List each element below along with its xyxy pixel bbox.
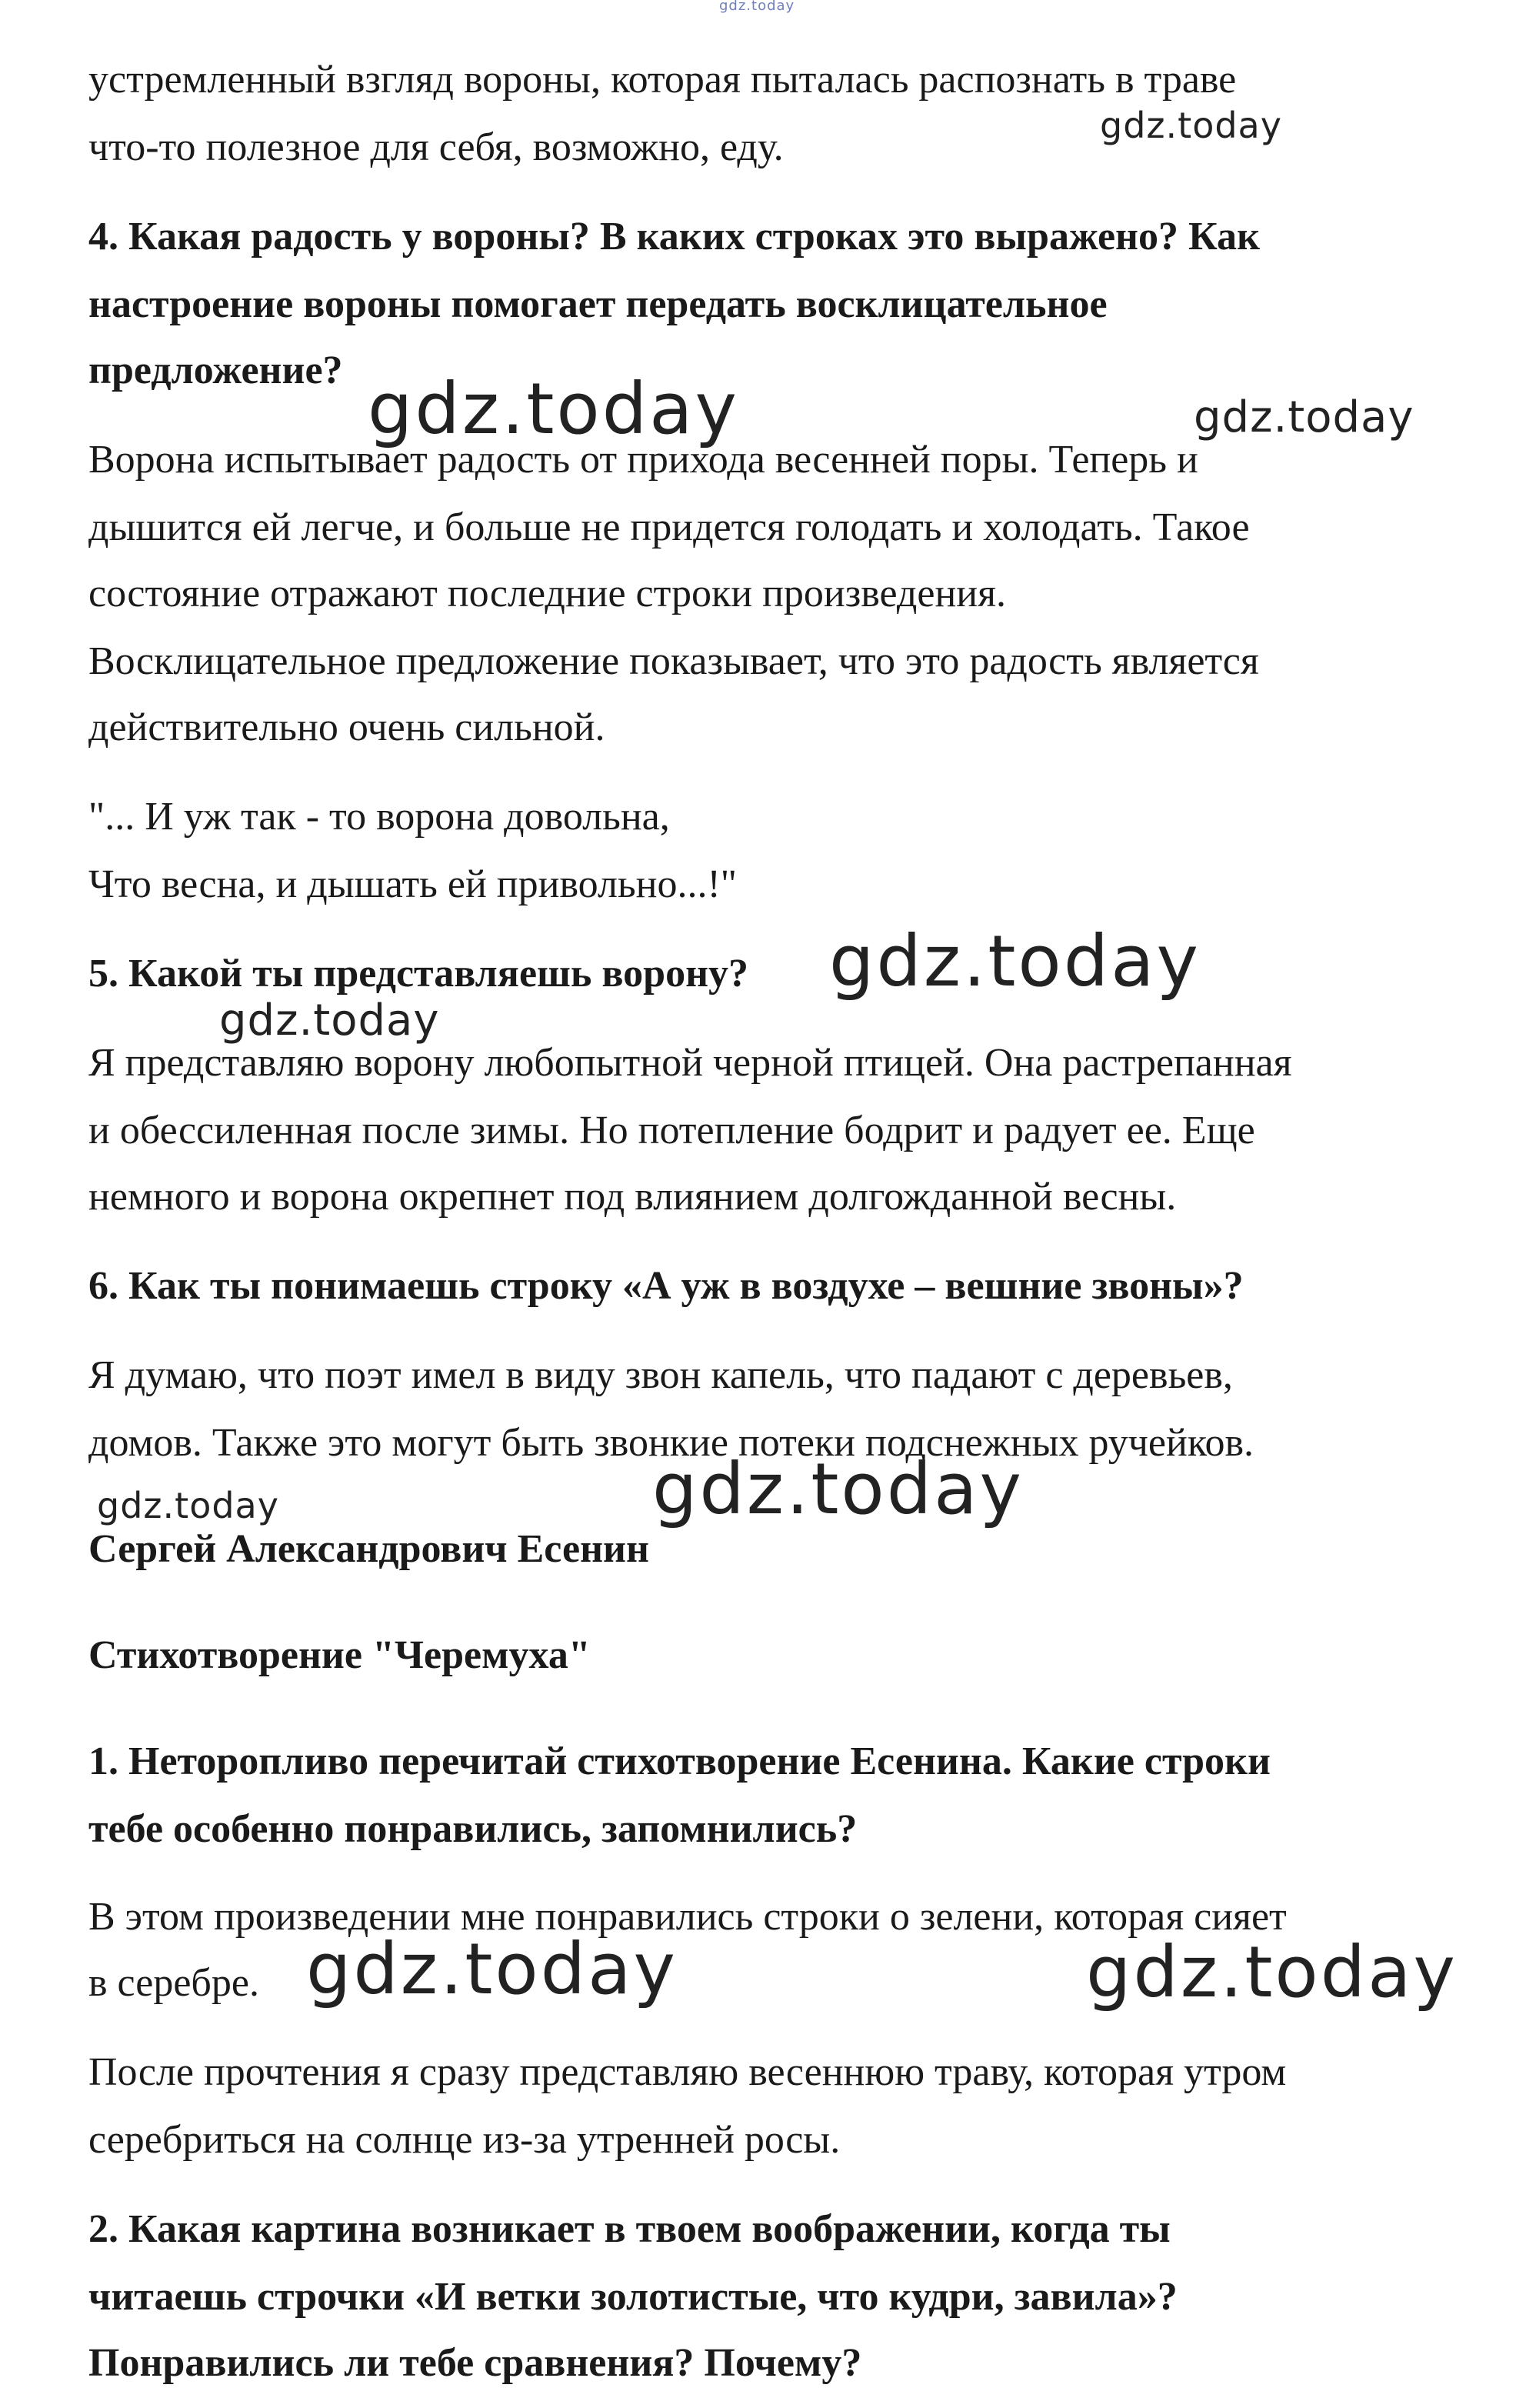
- watermark: gdz.today: [829, 920, 1201, 1002]
- watermark: gdz.today: [652, 1448, 1024, 1530]
- watermark: gdz.today: [97, 1485, 279, 1526]
- answer-4-line: состояние отражают последние строки произведения.: [88, 572, 1007, 615]
- intro-line: что-то полезное для себя, возможно, еду.: [88, 125, 784, 169]
- poem-answer-1-followup-line: После прочтения я сразу представляю весеннюю траву, которая утром: [88, 2050, 1287, 2094]
- poem-answer-1-line: в серебре.: [88, 1961, 259, 2005]
- poem-quote-line: "... И уж так - то ворона довольна,: [88, 795, 670, 839]
- answer-6-line: Я думаю, что поэт имел в виду звон капель, что падают с деревьев,: [88, 1353, 1233, 1397]
- answer-5-line: и обессиленная после зимы. Но потепление бодрит и радует ее. Еще: [88, 1109, 1255, 1152]
- watermark: gdz.today: [1100, 105, 1282, 146]
- poem-answer-1-followup-line: серебриться на солнце из-за утренней росы.: [88, 2118, 841, 2162]
- poem-question-2-line: Понравились ли тебе сравнения? Почему?: [88, 2341, 862, 2385]
- poem-answer-1-line: В этом произведении мне понравились строки о зелени, которая сияет: [88, 1895, 1287, 1939]
- watermark: gdz.today: [219, 996, 440, 1046]
- answer-6-line: домов. Также это могут быть звонкие потеки подснежных ручейков.: [88, 1421, 1254, 1465]
- poem-question-1-line: 1. Неторопливо перечитай стихотворение Есенина. Какие строки: [88, 1739, 1271, 1783]
- poem-question-1-line: тебе особенно понравились, запомнились?: [88, 1807, 858, 1851]
- author-name: Сергей Александрович Есенин: [88, 1527, 649, 1571]
- poem-question-2-line: 2. Какая картина возникает в твоем воображении, когда ты: [88, 2207, 1171, 2251]
- intro-line: устремленный взгляд вороны, которая пыталась распознать в траве: [88, 58, 1237, 102]
- poem-quote-line: Что весна, и дышать ей привольно...!": [88, 862, 737, 906]
- question-6: 6. Как ты понимаешь строку «А уж в воздухе – вешние звоны»?: [88, 1264, 1244, 1308]
- answer-4-line: дышится ей легче, и больше не придется голодать и холодать. Такое: [88, 505, 1250, 549]
- answer-5-line: Я представляю ворону любопытной черной птицей. Она растрепанная: [88, 1041, 1292, 1085]
- question-4-line: настроение вороны помогает передать восклицательное: [88, 282, 1108, 326]
- answer-4-line: Восклицательное предложение показывает, что это радость является: [88, 639, 1259, 683]
- question-4-line: 4. Какая радость у вороны? В каких строках это выражено? Как: [88, 215, 1260, 258]
- answer-4-line: Ворона испытывает радость от прихода весенней поры. Теперь и: [88, 438, 1198, 482]
- watermark: gdz.today: [1086, 1931, 1458, 2013]
- site-mark: gdz.today: [719, 0, 795, 14]
- watermark: gdz.today: [368, 368, 739, 450]
- poem-title: Стихотворение "Черемуха": [88, 1633, 591, 1677]
- question-5: 5. Какой ты представляешь ворону?: [88, 952, 749, 996]
- poem-question-2-line: читаешь строчки «И ветки золотистые, что кудри, завила»?: [88, 2275, 1178, 2319]
- answer-4-line: действительно очень сильной.: [88, 705, 605, 749]
- watermark: gdz.today: [1194, 392, 1414, 442]
- question-4-line: предложение?: [88, 349, 343, 392]
- answer-5-line: немного и ворона окрепнет под влиянием долгожданной весны.: [88, 1175, 1177, 1219]
- watermark: gdz.today: [306, 1928, 678, 2010]
